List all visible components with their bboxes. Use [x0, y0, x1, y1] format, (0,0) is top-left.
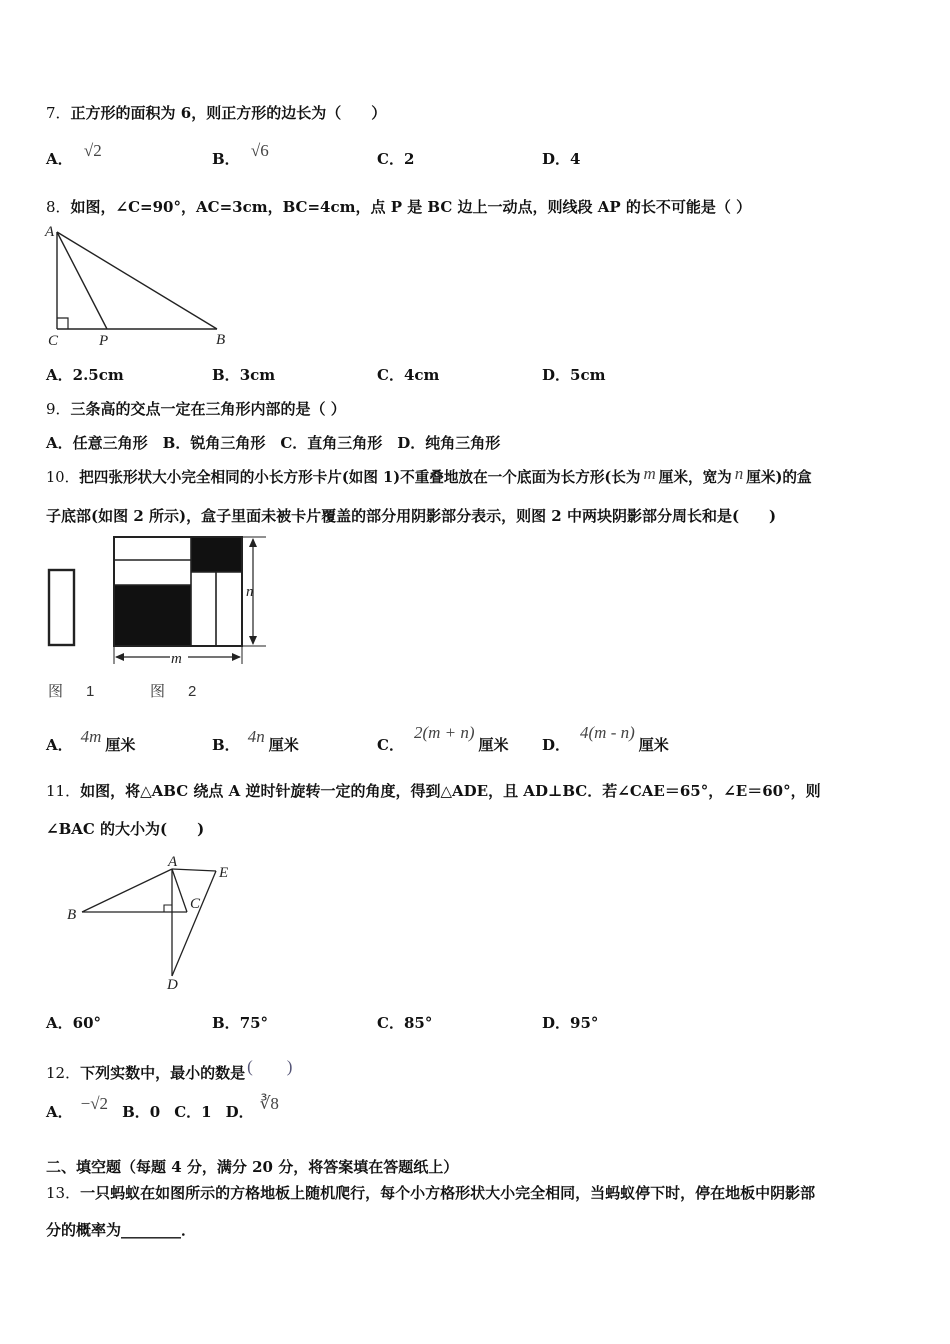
q11-option-a[interactable]: A．60°: [46, 1014, 102, 1032]
q8-option-a[interactable]: A．2.5cm: [46, 366, 124, 384]
q10-option-c[interactable]: C．2(m + n)厘米: [377, 723, 509, 754]
q10-figures: [40, 530, 280, 700]
q8-line-ab: [57, 232, 217, 329]
q7-text: 正方形的面积为 6，则正方形的边长为（ ）: [70, 104, 387, 122]
q11-stem-line2: ∠BAC 的大小为( ): [46, 820, 205, 838]
q12-number: 12．: [46, 1064, 81, 1082]
q13-stem-line1: 13．一只蚂蚁在如图所示的方格地板上随机爬行，每个小方格形状大小完全相同，当蚂蚁停下时，停在地板中阴影部: [46, 1184, 816, 1202]
q10-option-b[interactable]: B． 4n 厘米: [212, 727, 299, 754]
q7-option-b-label: B．: [212, 150, 240, 168]
q10-var-m: m: [643, 464, 656, 483]
q8-option-c[interactable]: C．4cm: [377, 366, 440, 384]
q8-label-b: B: [216, 332, 226, 348]
q8-right-angle-mark: [57, 318, 68, 329]
q12-option-d[interactable]: D． ∛8: [225, 1094, 279, 1121]
q11-label-e: E: [219, 865, 229, 881]
q11-line-ac: [172, 869, 187, 912]
q13-stem-line2: 分的概率为________．: [46, 1221, 197, 1239]
q13-number: 13．: [46, 1184, 81, 1202]
q11-label-d: D: [167, 977, 178, 993]
q11-line-ab: [82, 869, 172, 912]
q11-option-c[interactable]: C．85°: [377, 1014, 433, 1032]
q10-dim-m: m: [171, 651, 182, 667]
q7-option-d[interactable]: [542, 148, 580, 169]
q7-option-c-label: C．: [377, 150, 404, 168]
q9-options[interactable]: A．任意三角形 B．锐角三角形 C．直角三角形 D．纯角三角形: [46, 434, 501, 452]
q9-number: 9．: [46, 400, 71, 418]
q10-stem-line2: 子底部(如图 2 所示)，盒子里面未被卡片覆盖的部分用阴影部分表示，则图 2 中两块阴影部分周长和是( ): [46, 507, 777, 525]
q11-number: 11．: [46, 782, 81, 800]
section2-title: 二、填空题（每题 4 分，满分 20 分，将答案填在答题纸上）: [46, 1158, 459, 1176]
q11-rotation-figure: [60, 852, 260, 992]
q12-option-a[interactable]: A． −√2: [46, 1094, 109, 1121]
q8-label-c: C: [48, 333, 59, 349]
q10-shade-top-right: [191, 538, 241, 572]
q9-stem: [46, 398, 346, 419]
q8-option-d[interactable]: D．5cm: [542, 366, 606, 384]
q11-label-a: A: [168, 854, 178, 870]
q7-option-a-value: √2: [83, 141, 102, 160]
q7-option-a[interactable]: [46, 141, 102, 169]
q10-stem-line1: 10．把四张形状大小完全相同的小长方形卡片(如图 1)不重叠地放在一个底面为长方形(长为 m 厘米，宽为 n 厘米)的盒: [46, 464, 812, 486]
q10-option-d[interactable]: D．4(m - n)厘米: [542, 723, 669, 754]
q10-fig1-caption: 图 1: [48, 683, 99, 700]
q7-option-b-value: √6: [250, 141, 269, 160]
q10-var-n: n: [734, 464, 744, 483]
q8-label-p: P: [99, 333, 109, 349]
q11-right-angle-mark: [164, 905, 172, 912]
q11-line-ae: [172, 869, 216, 871]
q10-dim-n: n: [246, 584, 254, 600]
q7-option-d-label: D．: [542, 150, 571, 168]
q8-triangle-figure: [40, 224, 240, 349]
q9-text: 三条高的交点一定在三角形内部的是（ ）: [70, 400, 346, 418]
q10-fig1-card: [49, 570, 74, 645]
q10-number: 10．: [46, 469, 80, 486]
q12-paren: ( ): [247, 1057, 293, 1076]
q7-number: 7．: [46, 104, 71, 122]
q8-option-b[interactable]: B．3cm: [212, 366, 276, 384]
q7-option-d-value: 4: [570, 150, 581, 168]
q11-option-b[interactable]: B．75°: [212, 1014, 269, 1032]
q7-option-c-value: 2: [403, 150, 415, 168]
q7-option-a-label: A．: [46, 150, 73, 168]
q8-stem: [46, 196, 751, 217]
q8-text: 如图，∠C=90°，AC=3cm，BC=4cm，点 P 是 BC 边上一动点，则线段 AP 的长不可能是（ ）: [70, 198, 752, 216]
q8-number: 8．: [46, 198, 71, 216]
q12-options: [46, 1094, 279, 1122]
q12-stem: 12．下列实数中，最小的数是 ( ): [46, 1057, 293, 1082]
q12-option-c[interactable]: C．1: [174, 1103, 212, 1121]
q10-option-a[interactable]: A． 4m 厘米: [46, 727, 136, 754]
q7-stem: [46, 102, 386, 123]
q10-fig2-caption: 图 2: [150, 683, 201, 700]
q11-label-c: C: [190, 896, 201, 912]
q11-label-b: B: [67, 907, 77, 923]
q10-shade-bottom-left: [115, 585, 191, 645]
q7-option-c[interactable]: [377, 148, 414, 169]
q12-option-b[interactable]: B．0: [122, 1103, 161, 1121]
q8-label-a: A: [45, 224, 55, 240]
q7-option-b[interactable]: [212, 141, 269, 169]
q11-stem-line1: 11．如图，将△ABC 绕点 A 逆时针旋转一定的角度，得到△ADE，且 AD⊥BC．若∠CAE＝65°，∠E＝60°，则: [46, 782, 821, 800]
q11-option-d[interactable]: D．95°: [542, 1014, 599, 1032]
